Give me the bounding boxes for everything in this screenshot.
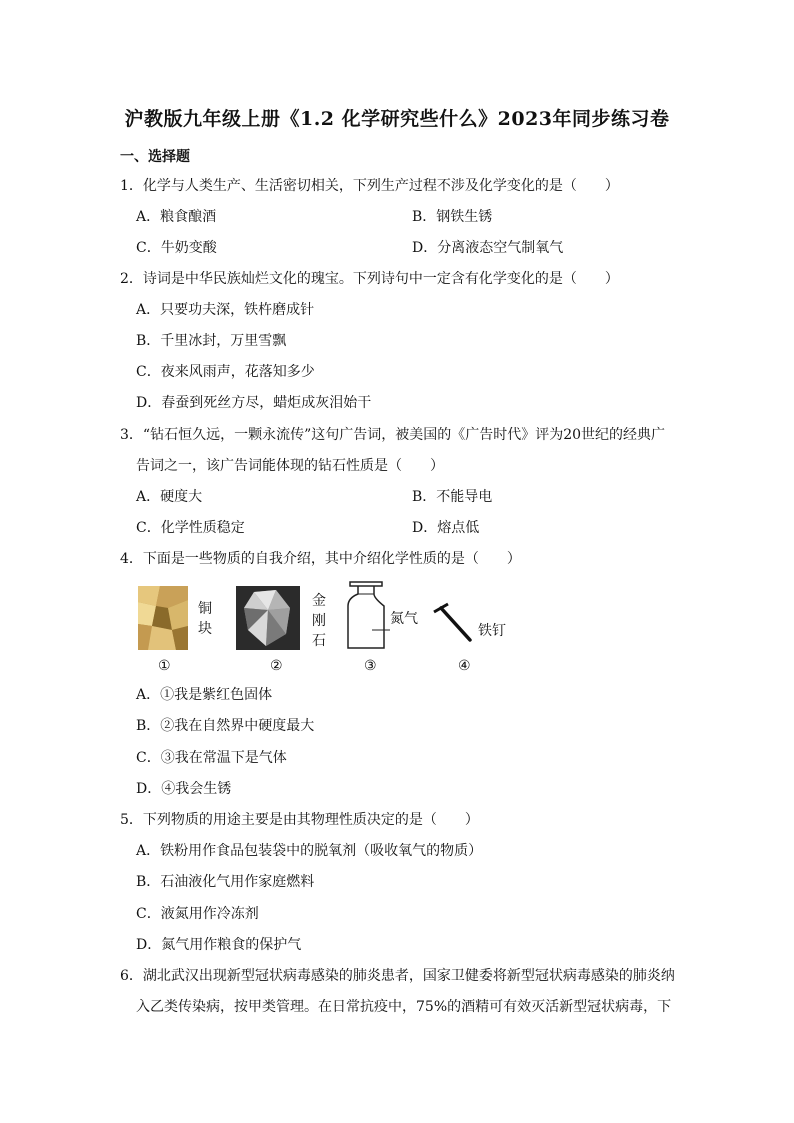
question-5-option-c: C．液氮用作冷冻剂 (136, 906, 259, 922)
nitrogen-label: 氮气 (390, 611, 418, 627)
figure-number-4: ④ (458, 658, 471, 674)
question-3-option-d: D．熔点低 (412, 520, 480, 536)
question-3-stem-line-1: 3．“钻石恒久远，一颗永流传”这句广告词，被美国的《广告时代》评为20世纪的经典广 (120, 427, 666, 443)
figure-number-2: ② (270, 658, 283, 674)
iron-nail-icon (432, 602, 476, 646)
question-3-option-a: A．硬度大 (136, 489, 203, 505)
question-2-stem: 2．诗词是中华民族灿烂文化的瑰宝。下列诗句中一定含有化学变化的是（ ） (120, 271, 619, 287)
question-5-option-a: A．铁粉用作食品包装袋中的脱氧剂（吸收氧气的物质） (136, 843, 483, 859)
copper-label-2: 块 (198, 621, 212, 637)
question-1-option-d: D．分离液态空气制氧气 (412, 240, 564, 256)
diamond-image (236, 586, 300, 650)
figure-number-3: ③ (364, 658, 377, 674)
question-2-option-a: A．只要功夫深，铁杵磨成针 (136, 302, 315, 318)
question-3-option-b: B．不能导电 (412, 489, 493, 505)
question-4-option-b: B．②我在自然界中硬度最大 (136, 718, 315, 734)
question-5-option-d: D．氮气用作粮食的保护气 (136, 937, 302, 953)
question-1-option-a: A．粮食酿酒 (136, 209, 217, 225)
question-4-option-a: A．①我是紫红色固体 (136, 687, 273, 703)
question-2-option-b: B．千里冰封，万里雪飘 (136, 333, 287, 349)
question-1-option-c: C．牛奶变酸 (136, 240, 217, 256)
question-2-option-c: C．夜来风雨声，花落知多少 (136, 364, 315, 380)
question-4-option-c: C．③我在常温下是气体 (136, 750, 287, 766)
diamond-label-3: 石 (312, 633, 326, 649)
document-title: 沪教版九年级上册《1.2 化学研究些什么》2023年同步练习卷 (124, 108, 670, 130)
question-5-stem: 5．下列物质的用途主要是由其物理性质决定的是（ ） (120, 812, 479, 828)
question-2-option-d: D．春蚕到死丝方尽，蜡炬成灰泪始干 (136, 395, 372, 411)
question-6-stem-line-1: 6．湖北武汉出现新型冠状病毒感染的肺炎患者，国家卫健委将新型冠状病毒感染的肺炎纳 (120, 968, 675, 984)
copper-block-image (138, 586, 188, 650)
section-heading: 一、选择题 (120, 149, 190, 165)
question-1-stem: 1．化学与人类生产、生活密切相关，下列生产过程不涉及化学变化的是（ ） (120, 178, 619, 194)
diamond-label-2: 刚 (312, 613, 326, 629)
question-5-option-b: B．石油液化气用作家庭燃料 (136, 874, 315, 890)
question-4-option-d: D．④我会生锈 (136, 781, 232, 797)
question-1-option-b: B．钢铁生锈 (412, 209, 493, 225)
figure-number-1: ① (158, 658, 171, 674)
copper-label-1: 铜 (198, 601, 212, 617)
iron-nail-label: 铁钉 (478, 623, 506, 639)
question-4-figure (136, 580, 516, 676)
question-3-stem-line-2: 告词之一，该广告词能体现的钻石性质是（ ） (136, 458, 444, 474)
leader-line (372, 616, 390, 618)
question-3-option-c: C．化学性质稳定 (136, 520, 245, 536)
question-4-stem: 4．下面是一些物质的自我介绍，其中介绍化学性质的是（ ） (120, 551, 521, 567)
question-6-stem-line-2: 入乙类传染病，按甲类管理。在日常抗疫中，75%的酒精可有效灭活新型冠状病毒，下 (136, 999, 672, 1015)
diamond-label-1: 金 (312, 593, 326, 609)
